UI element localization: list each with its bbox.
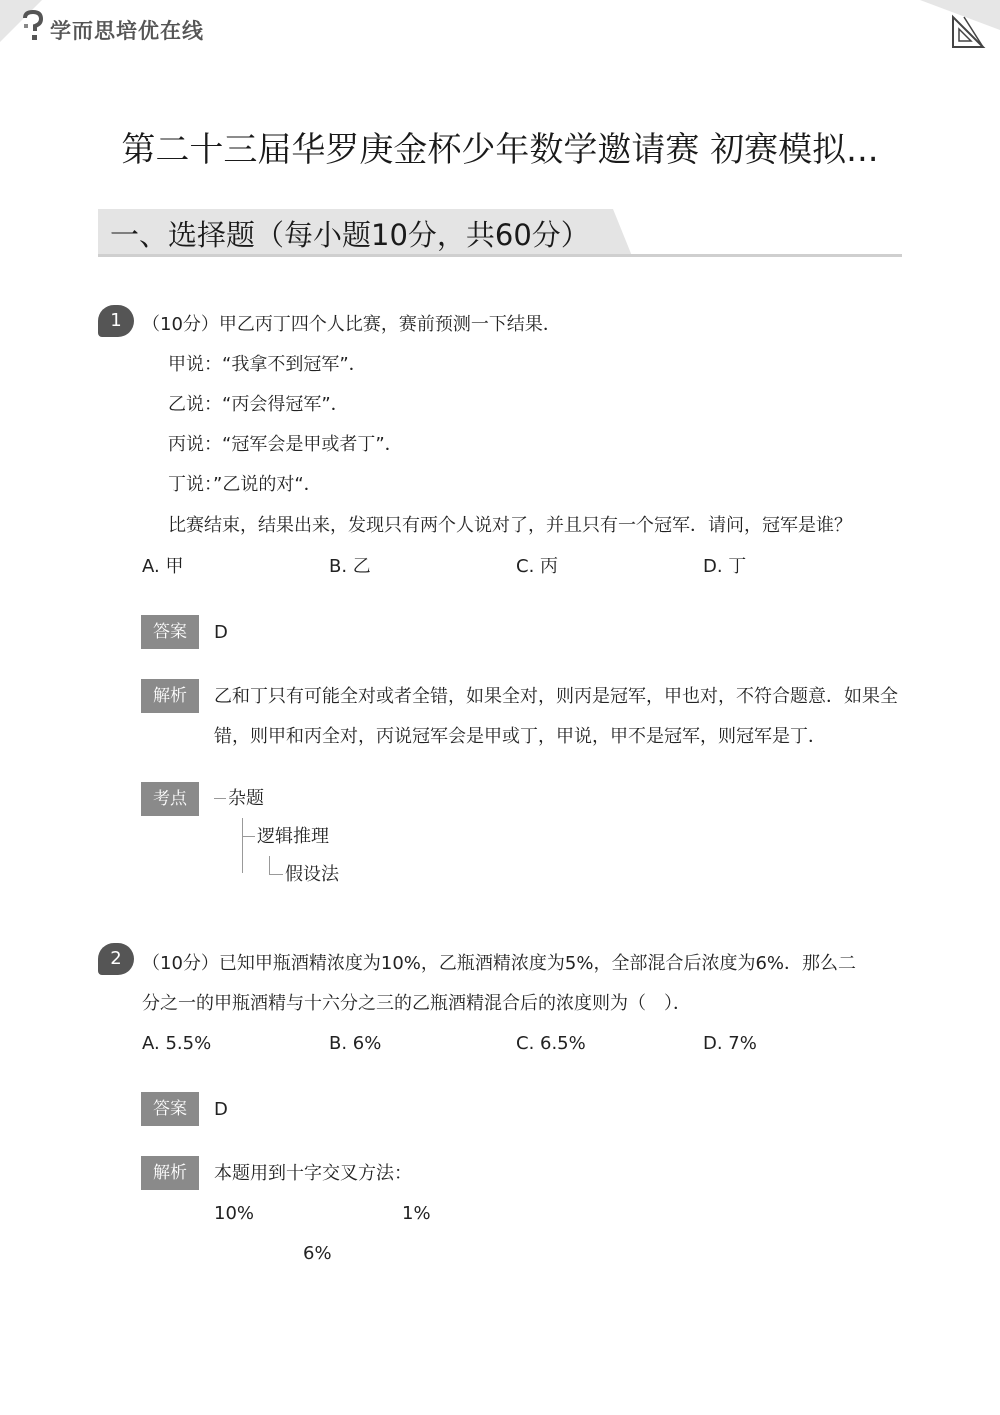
brand-name: 学而思培优在线 <box>50 19 204 43</box>
analysis-text: 错，则甲和丙全对，丙说冠军会是甲或丁，甲说，甲不是冠军，则冠军是丁． <box>214 726 826 747</box>
ruler-triangle-icon <box>950 14 986 50</box>
analysis-text: 乙和丁只有可能全对或者全错，如果全对，则丙是冠军，甲也对，不符合题意．如果全 <box>214 686 898 707</box>
cross-method-middle: 6% <box>303 1243 332 1264</box>
option-a[interactable]: A. 5.5% <box>142 1033 212 1054</box>
question-number-badge: 1 <box>98 305 134 337</box>
brand-logo-icon <box>22 10 44 46</box>
option-c[interactable]: C. 6.5% <box>516 1033 586 1054</box>
tree-connector <box>269 856 270 874</box>
cross-method-top-left: 10% <box>214 1203 255 1224</box>
knowledge-point-level-2: 逻辑推理 <box>257 826 329 847</box>
tree-connector <box>242 818 243 873</box>
statement-line: 乙说：“丙会得冠军”． <box>168 394 349 415</box>
question-stem: （10分）已知甲瓶酒精浓度为10%，乙瓶酒精浓度为5%，全部混合后浓度为6%．那么二 <box>142 953 857 974</box>
option-a[interactable]: A. 甲 <box>142 556 184 577</box>
question-number-badge: 2 <box>98 943 134 975</box>
tree-connector <box>214 798 226 799</box>
option-b[interactable]: B. 6% <box>329 1033 382 1054</box>
option-c[interactable]: C. 丙 <box>516 556 559 577</box>
knowledge-point-tag: 考点 <box>141 782 199 816</box>
knowledge-point-level-3: 假设法 <box>285 864 339 885</box>
answer-value: D <box>214 1099 228 1120</box>
analysis-tag: 解析 <box>141 679 199 713</box>
answer-value: D <box>214 622 228 643</box>
cross-method-top-right: 1% <box>402 1203 431 1224</box>
answer-tag: 答案 <box>141 1092 199 1126</box>
document-title: 第二十三届华罗庚金杯少年数学邀请赛 初赛模拟... <box>121 130 879 170</box>
question-stem: 分之一的甲瓶酒精与十六分之三的乙瓶酒精混合后的浓度则为（ ）． <box>142 993 691 1014</box>
answer-tag: 答案 <box>141 615 199 649</box>
statement-line: 甲说：“我拿不到冠军”． <box>168 354 367 375</box>
question-prompt: 比赛结束，结果出来，发现只有两个人说对了，并且只有一个冠军．请问，冠军是谁？ <box>168 515 852 536</box>
tree-connector <box>269 874 283 875</box>
statement-line: 丁说：”乙说的对“． <box>168 474 322 495</box>
question-stem: （10分）甲乙丙丁四个人比赛，赛前预测一下结果． <box>142 314 561 335</box>
statement-line: 丙说：“冠军会是甲或者丁”． <box>168 434 403 455</box>
knowledge-point-level-1: 杂题 <box>228 788 264 809</box>
option-d[interactable]: D. 丁 <box>703 556 747 577</box>
section-underline <box>98 254 902 257</box>
analysis-tag: 解析 <box>141 1156 199 1190</box>
option-d[interactable]: D. 7% <box>703 1033 757 1054</box>
section-title: 一、选择题（每小题10分，共60分） <box>110 218 590 252</box>
analysis-text: 本题用到十字交叉方法： <box>214 1163 412 1184</box>
option-b[interactable]: B. 乙 <box>329 556 371 577</box>
tree-connector <box>242 836 255 837</box>
